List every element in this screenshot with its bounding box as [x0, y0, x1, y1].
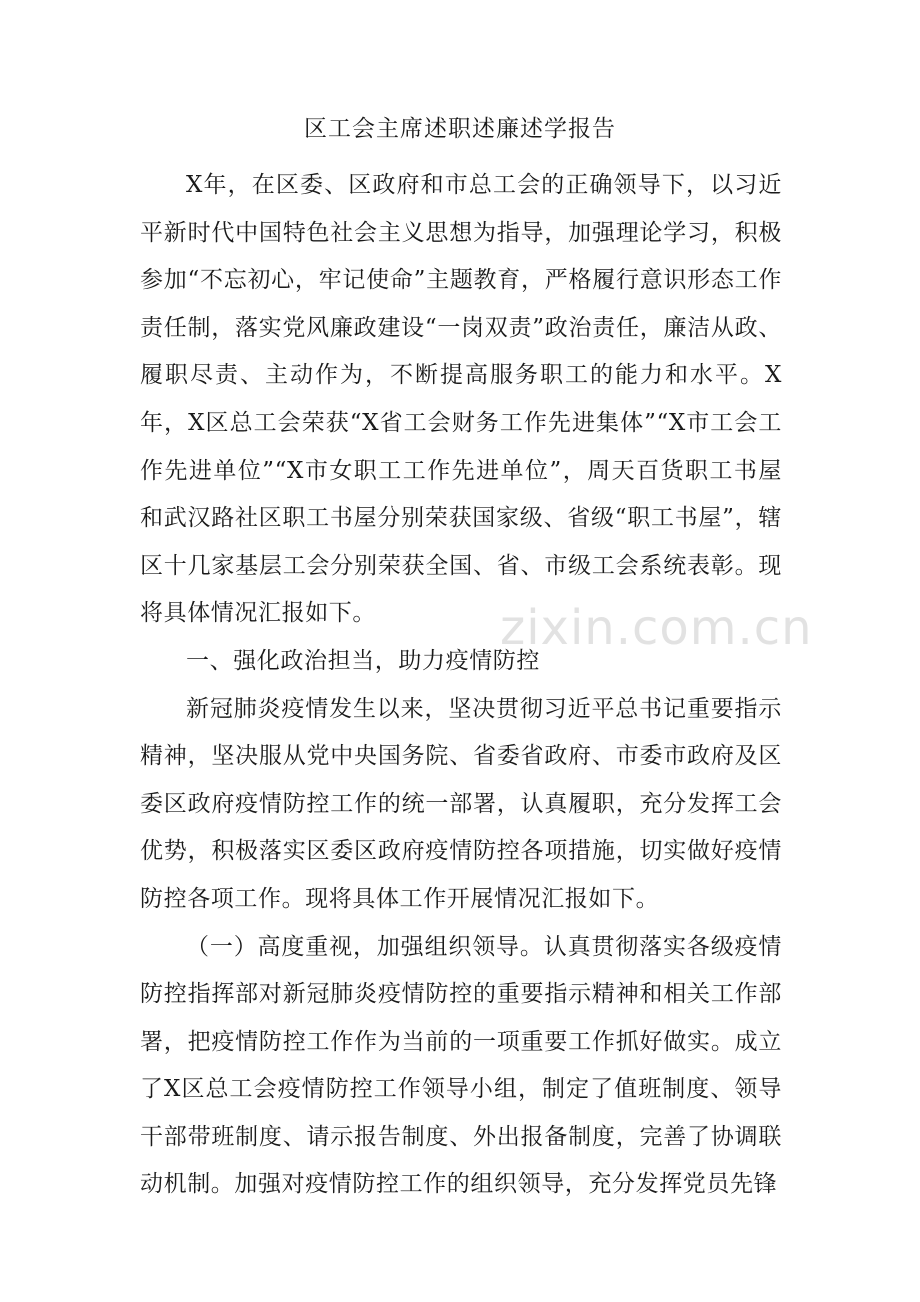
watermark-text: zixin.com.cn: [500, 600, 813, 656]
section-heading: 一、强化政治担当，助力疫情防控: [186, 647, 540, 674]
paragraph-section-intro: 新冠肺炎疫情发生以来，坚决贯彻习近平总书记重要指示精神，坚决服从党中央国务院、省委省政府、市委市政府及区委区政府疫情防控工作的统一部署，认真履职，充分发挥工会优势，积极落实区委区政府疫情防控各项措施，切实做好疫情防控各项工作。现将具体工作开展情况汇报如下。: [140, 695, 782, 912]
document-body: [140, 162, 782, 1209]
document-title: 区工会主席述职述廉述学报告: [304, 116, 616, 142]
paragraph-intro: X年，在区委、区政府和市总工会的正确领导下，以习近平新时代中国特色社会主义思想为指导，加强理论学习，积极参加“不忘初心，牢记使命”主题教育，严格履行意识形态工作责任制，落实党风廉政建设“一岗双责”政治责任，廉洁从政、履职尽责、主动作为，不断提高服务职工的能力和水平。X年，X区总工会荣获“X省工会财务工作先进集体”“X市工会工作先进单位”“X市女职工工作先进单位”，周天百货职工书屋和武汉路社区职工书屋分别荣获国家级、省级“职工书屋”，辖区十几家基层工会分别荣获全国、省、市级工会系统表彰。现将具体情况汇报如下。: [140, 172, 782, 627]
paragraph-subsection-one: （一）高度重视，加强组织领导。认真贯彻落实各级疫情防控指挥部对新冠肺炎疫情防控的重要指示精神和相关工作部署，把疫情防控工作作为当前的一项重要工作抓好做实。成立了X区总工会疫情防控工作领导小组，制定了值班制度、领导干部带班制度、请示报告制度、外出报备制度，完善了协调联动机制。加强对疫情防控工作的组织领导，充分发挥党员先锋: [140, 933, 782, 1198]
